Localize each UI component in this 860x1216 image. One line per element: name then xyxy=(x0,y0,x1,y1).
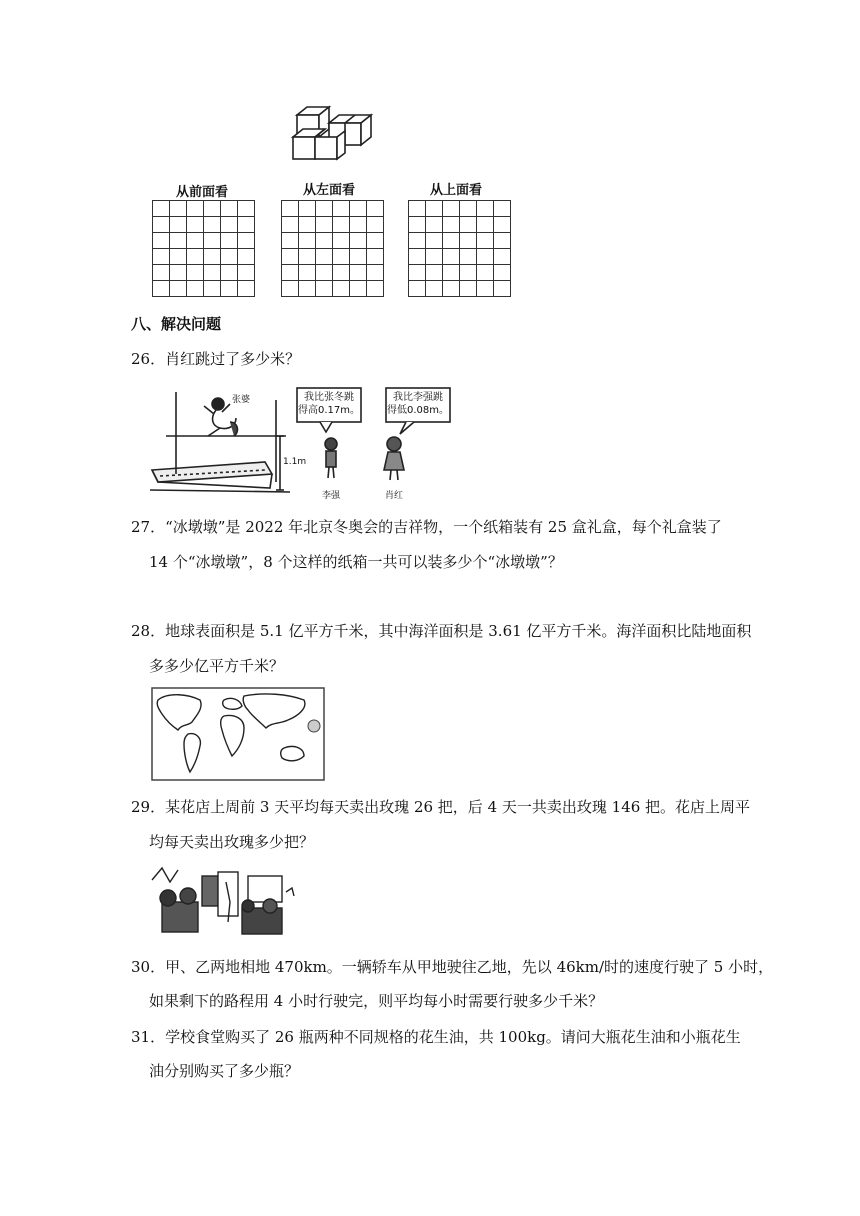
left-view-grid xyxy=(281,200,384,297)
girl-name-label: 肖红 xyxy=(385,491,404,501)
high-jump-illustration xyxy=(150,378,462,502)
boy-speech-bubble xyxy=(297,391,361,417)
top-view-grid xyxy=(408,200,511,297)
q29-line1 xyxy=(131,797,750,817)
front-view-label: 从前面看 xyxy=(176,185,229,200)
q27-line2: 14 个“冰墩墩”，8 个这样的纸箱一共可以装多少个“冰墩墩”？ xyxy=(149,553,563,571)
girl-bubble-line2: 得低0.08m。 xyxy=(386,405,449,416)
world-map-image xyxy=(148,686,328,782)
cube-figure xyxy=(285,105,380,165)
q27-line1 xyxy=(131,517,722,537)
q28-line1 xyxy=(131,621,751,641)
q31-line2: 油分别购买了多少瓶？ xyxy=(149,1062,300,1080)
section-heading: 八、解决问题 xyxy=(131,315,222,333)
q27-number: 27． xyxy=(131,518,166,536)
top-view-label: 从上面看 xyxy=(430,183,483,198)
flower-shop-image xyxy=(148,862,298,940)
q28-number: 28． xyxy=(131,622,166,640)
q29-line2: 均每天卖出玫瑰多少把？ xyxy=(149,833,315,851)
left-view-label: 从左面看 xyxy=(303,183,356,198)
q30-number: 30． xyxy=(131,958,166,976)
jumper-name-label: 张婆 xyxy=(232,395,251,405)
q28-text-1: 地球表面积是 5.1 亿平方千米，其中海洋面积是 3.61 亿平方千米。海洋面积比陆地面积 xyxy=(165,622,752,640)
q30-line2: 如果剩下的路程用 4 小时行驶完，则平均每小时需要行驶多少千米？ xyxy=(149,992,604,1010)
q27-text-1: “冰墩墩”是 2022 年北京冬奥会的吉祥物，一个纸箱装有 25 盒礼盒，每个礼盒装了 xyxy=(165,518,722,536)
q29-text-1: 某花店上周前 3 天平均每天卖出玫瑰 26 把，后 4 天一共卖出玫瑰 146 把。花店上周平 xyxy=(165,798,751,816)
q31-line1 xyxy=(131,1027,741,1047)
q26-number: 26． xyxy=(131,350,166,368)
q30-text-1: 甲、乙两地相地 470km。一辆轿车从甲地驶往乙地，先以 46km/时的速度行驶了 5 小时， xyxy=(165,958,774,976)
q29-number: 29． xyxy=(131,798,166,816)
q26-line xyxy=(131,349,300,369)
girl-bubble-line1: 我比李强跳 xyxy=(393,392,443,403)
q31-number: 31． xyxy=(131,1028,166,1046)
boy-bubble-line1: 我比张冬跳 xyxy=(304,392,354,403)
boy-bubble-line2: 得高0.17m。 xyxy=(297,405,360,416)
q30-line1 xyxy=(131,957,773,977)
q26-text: 肖红跳过了多少米？ xyxy=(165,350,301,368)
girl-speech-bubble xyxy=(386,391,450,417)
q28-line2: 多多少亿平方千米？ xyxy=(149,657,285,675)
q31-text-1: 学校食堂购买了 26 瓶两种不同规格的花生油，共 100kg。请问大瓶花生油和小瓶花生 xyxy=(165,1028,741,1046)
bar-height-label: 1.1m xyxy=(283,457,307,467)
front-view-grid xyxy=(152,200,255,297)
boy-name-label: 李强 xyxy=(322,491,341,501)
